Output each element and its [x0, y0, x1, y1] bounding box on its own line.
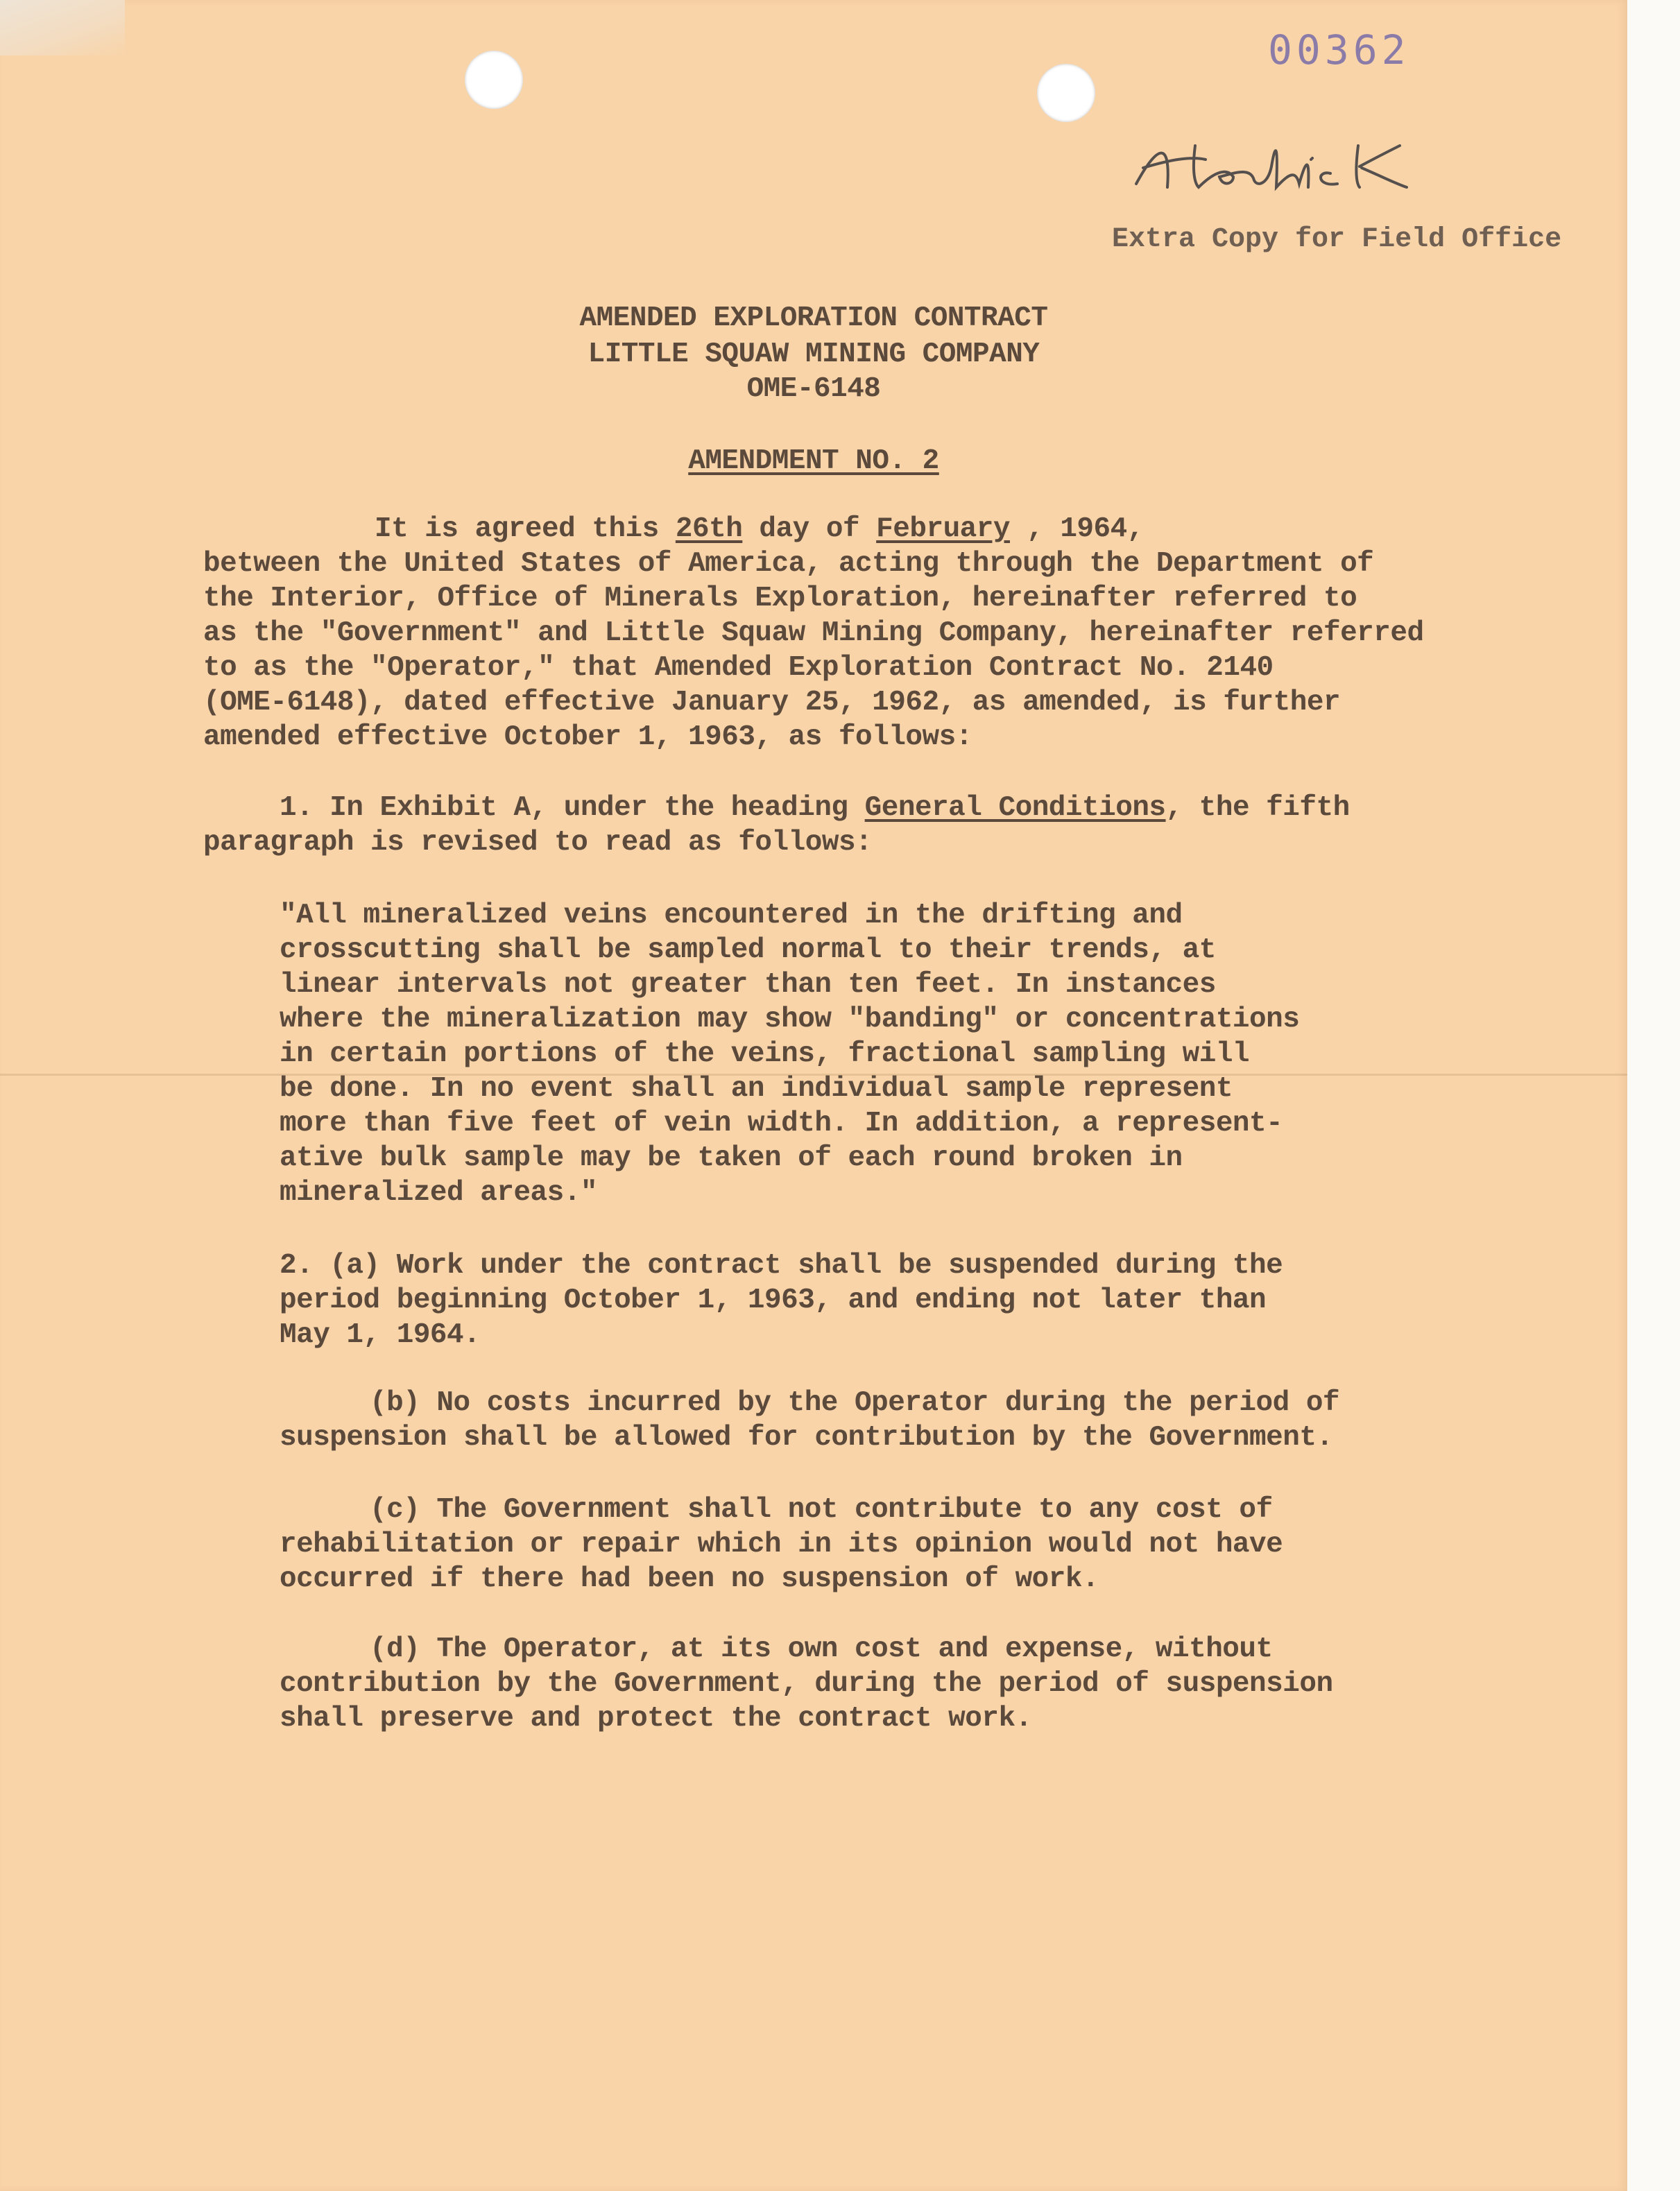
amendment-title [0, 445, 1627, 477]
intro-day-of: day of [759, 513, 860, 545]
quoted-paragraph: "All mineralized veins encountered in the drifting and crosscutting shall be sampled normal to their trends, at linear intervals not greater than ten feet. In instances where the mineralization may show "banding" or concentrations in certain portions of the veins, fractional sampling will be done. In no event shall an individual sample represent more than five feet of vein width. In addition, a represent- ative bulk sample may be taken of each round broken in mineralized areas." [280, 900, 1300, 1209]
torn-corner [0, 0, 125, 55]
item-2c-line: (c) The Government shall not contribute to any cost of [370, 1494, 1273, 1526]
item-2d-line: (d) The Operator, at its own cost and expense, without [370, 1633, 1273, 1665]
item-1-lead: 1. In Exhibit A, under the heading [280, 792, 848, 824]
item-1-second-line: paragraph is revised to read as follows: [203, 827, 873, 859]
header-line-2: LITTLE SQUAW MINING COMPANY [588, 338, 1040, 370]
item-2d [280, 1632, 1333, 1736]
intro-paragraph: between the United States of America, acting through the Department of the Interior, Office of Minerals Exploration, hereinafter referred to as the "Government" and Little Squaw Mining Company, hereinafter referred to as the "Operator," that Amended Exploration Contract No. 2140 (OME-6148), dated effective January 25, 1962, as amended, is further amended effective October 1, 1963, as follows: [203, 548, 1424, 753]
item-2c-paragraph [280, 1493, 1283, 1597]
item-2c [280, 1493, 1283, 1597]
header-line-3: OME-6148 [746, 373, 881, 405]
header-line-1: AMENDED EXPLORATION CONTRACT [579, 302, 1048, 334]
intro-day: 26th [675, 513, 743, 545]
intro-first-line [375, 512, 1144, 547]
punch-hole-right [1037, 64, 1095, 122]
item-1-heading: General Conditions [864, 792, 1166, 824]
item-2a: 2. (a) Work under the contract shall be suspended during the period beginning October 1, 1963, and ending not later than May 1, 1964. [280, 1250, 1283, 1351]
handwritten-signature [1129, 118, 1455, 215]
item-2b-line: (b) No costs incurred by the Operator during the period of [370, 1387, 1340, 1419]
page-edge [1627, 0, 1680, 2191]
item-2c-line: rehabilitation or repair which in its opinion would not have [280, 1529, 1283, 1561]
item-2d-line: contribution by the Government, during the period of suspension [280, 1668, 1333, 1700]
item-2d-paragraph [280, 1632, 1333, 1736]
item-2c-line: occurred if there had been no suspension of work. [280, 1563, 1099, 1595]
intro-month: February [876, 513, 1010, 545]
punch-hole-left [465, 51, 523, 109]
item-2b-paragraph [280, 1386, 1339, 1455]
item-1-first-line [280, 791, 1350, 825]
amendment-title-text: AMENDMENT NO. 2 [688, 445, 939, 477]
intro-lead: It is agreed this [375, 513, 659, 545]
document-number-stamp: 00362 [1268, 26, 1410, 74]
intro-year: , 1964, [1027, 513, 1144, 545]
item-1-tail: , the fifth [1165, 792, 1350, 824]
item-2d-line: shall preserve and protect the contract work. [280, 1703, 1032, 1735]
item-2b-line: suspension shall be allowed for contribution by the Government. [280, 1422, 1333, 1454]
item-2b [280, 1386, 1339, 1455]
extra-copy-note: Extra Copy for Field Office [1112, 224, 1562, 255]
